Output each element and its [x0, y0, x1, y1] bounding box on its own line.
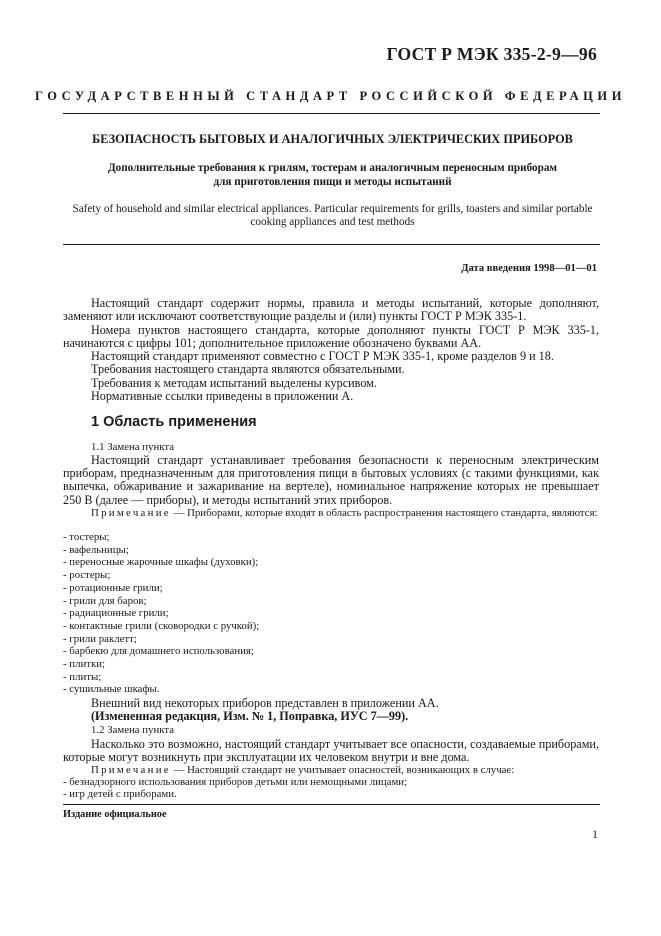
list-item: - переносные жарочные шкафы (духовки); — [63, 556, 259, 569]
section-heading: 1 Область применения — [91, 414, 257, 430]
list-item: - грили раклетт; — [63, 632, 137, 645]
list-item: - барбекю для домашнего использования; — [63, 645, 254, 658]
state-standard-heading: ГОСУДАРСТВЕННЫЙ СТАНДАРТ РОССИЙСКОЙ ФЕДЕРАЦИИ — [35, 89, 626, 103]
appendix-reference: Внешний вид некоторых приборов представлен в приложении АА. — [91, 696, 439, 710]
english-title — [60, 203, 605, 229]
list-item: - вафельницы; — [63, 543, 129, 556]
list-item: - плитки; — [63, 658, 105, 671]
revision-note: (Измененная редакция, Изм. № 1, Поправка, ИУС 7—99). — [91, 709, 409, 723]
intro-paragraph-2: Номера пунктов настоящего стандарта, которые дополняют пункты ГОСТ Р МЭК 335-1, начинаются с цифры 101; дополнительное приложение обозначено буквами АА. — [63, 323, 599, 351]
subtitle-line-2: для приготовления пищи и методы испытаний — [213, 176, 452, 188]
intro-paragraph-3: Настоящий стандарт применяют совместно с ГОСТ Р МЭК 335-1, кроме разделов 9 и 18. — [91, 349, 554, 363]
english-title-line-2: cooking appliances and test methods — [250, 216, 415, 228]
list-item: - игр детей с приборами. — [63, 788, 177, 800]
note-2 — [63, 764, 599, 776]
note-2-text: — Настоящий стандарт не учитывает опасностей, возникающих в случае: — [170, 764, 515, 776]
standard-subtitle — [60, 161, 605, 189]
effective-date: Дата введения 1998—01—01 — [461, 263, 597, 274]
clause-1-2-body: Насколько это возможно, настоящий стандарт учитывает все опасности, создаваемые приборами, которые могут возникнуть при эксплуатации их человеком внутри и вне дома. — [63, 737, 599, 765]
intro-paragraph-4: Требования настоящего стандарта являются обязательными. — [91, 362, 405, 376]
intro-paragraph-1: Настоящий стандарт содержит нормы, правила и методы испытаний, которые дополняют, заменяют или исключают соответствующие разделы и (или) пункты ГОСТ Р МЭК 335-1. — [63, 296, 599, 324]
standard-title: БЕЗОПАСНОСТЬ БЫТОВЫХ И АНАЛОГИЧНЫХ ЭЛЕКТРИЧЕСКИХ ПРИБОРОВ — [92, 132, 573, 146]
official-edition-label: Издание официальное — [63, 809, 167, 820]
list-item: - ростеры; — [63, 569, 111, 582]
clause-1-2-label: 1.2 Замена пункта — [91, 724, 174, 736]
note-1 — [63, 507, 599, 519]
clause-1-1-body: Настоящий стандарт устанавливает требования безопасности к переносным электрическим приборам, предназначенным для приготовления пищи в бытовых условиях (с такими функциями, как выпечка, обжаривание и зажаривание на вертеле), номинальное напряжение которых не превышает 250 В (далее — приборы), и методы испытаний этих приборов. — [63, 453, 599, 507]
list-item: - радиационные грили; — [63, 607, 169, 620]
note-1-label: Примечание — [91, 507, 171, 519]
clause-1-1-label: 1.1 Замена пункта — [91, 441, 174, 453]
list-item: - тостеры; — [63, 531, 110, 543]
title-divider — [63, 244, 600, 245]
intro-paragraph-6: Нормативные ссылки приведены в приложении А. — [91, 389, 354, 403]
list-item: - сушильные шкафы. — [63, 683, 160, 696]
list-item: - плиты; — [63, 670, 102, 683]
appliance-list — [63, 531, 259, 696]
intro-paragraph-5: Требования к методам испытаний выделены курсивом. — [91, 376, 377, 390]
list-item: - грили для баров; — [63, 594, 147, 607]
english-title-line-1: Safety of household and similar electrical appliances. Particular requirements for grills, toasters and similar portable — [72, 203, 593, 215]
note-1-text: — Приборами, которые входят в область распространения настоящего стандарта, являются: — [170, 507, 598, 519]
subtitle-line-1: Дополнительные требования к грилям, тостерам и аналогичным переносным приборам — [107, 162, 558, 174]
document-number: ГОСТ Р МЭК 335-2-9—96 — [386, 44, 597, 64]
top-divider — [63, 113, 600, 114]
list-item: - ротационные грили; — [63, 581, 163, 594]
list-item: - безнадзорного использования приборов детьми или немощными лицами; — [63, 776, 408, 788]
note-2-label: Примечание — [91, 764, 171, 776]
page-number: 1 — [592, 827, 598, 841]
footer-divider — [63, 804, 600, 805]
list-item: - контактные грили (сковородки с ручкой); — [63, 619, 260, 632]
